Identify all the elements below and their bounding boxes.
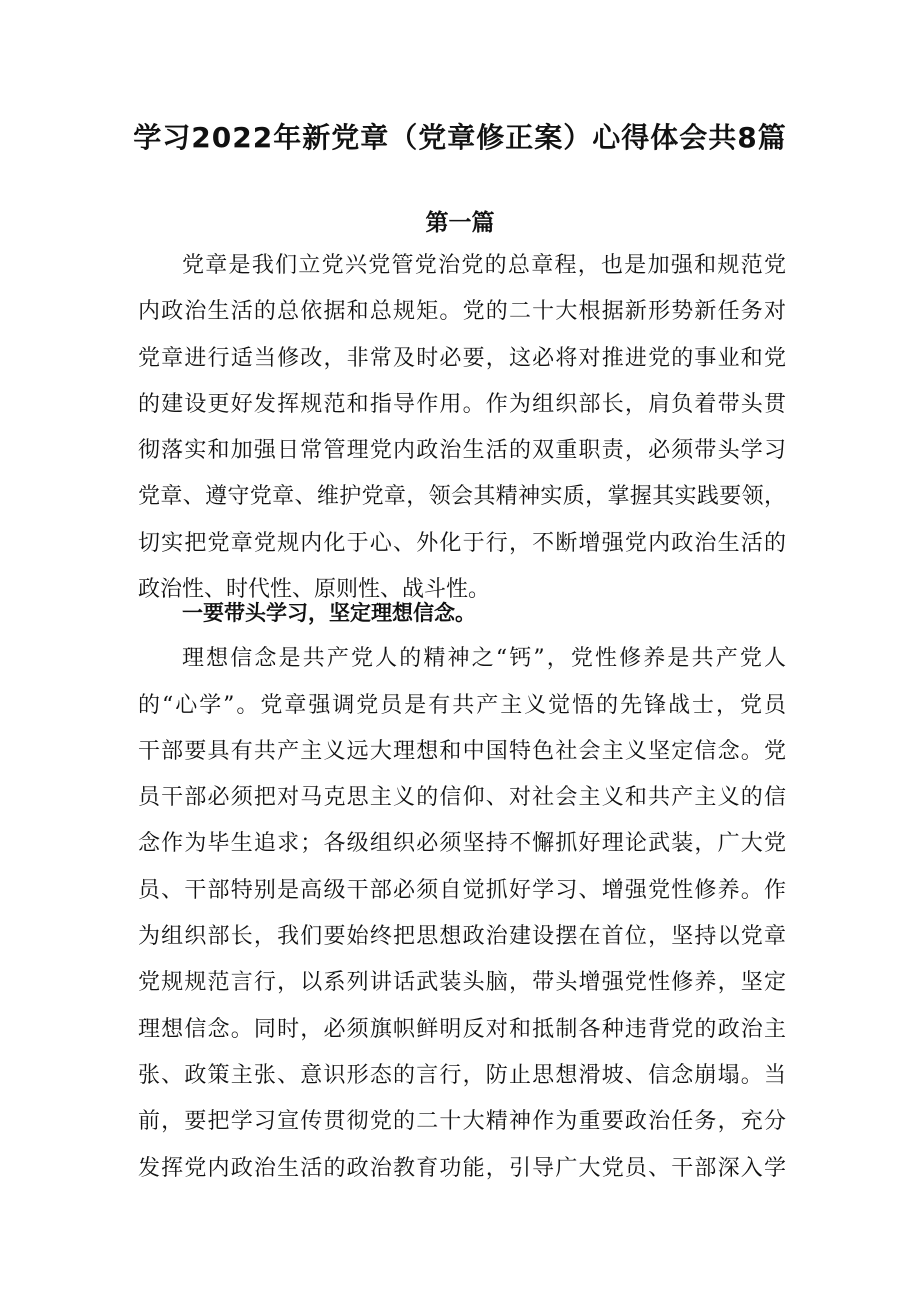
paragraph-line: 党章、遵守党章、维护党章，领会其精神实质，掌握其实践要领， — [138, 484, 786, 510]
paragraph-line: 党章是我们立党兴党管党治党的总章程，也是加强和规范党 — [182, 253, 786, 278]
paragraph-line: 彻落实和加强日常管理党内政治生活的双重职责，必须带头学习 — [138, 438, 786, 464]
paragraph-line: 张、政策主张、意识形态的言行，防止思想滑坡、信念崩塌。当 — [138, 1062, 786, 1088]
paragraph-line: 内政治生活的总依据和总规矩。党的二十大根据新形势新任务对 — [138, 299, 786, 325]
paragraph-line: 念作为毕生追求；各级组织必须坚持不懈抓好理论武装，广大党 — [138, 831, 786, 857]
paragraph-line: 的“心学”。党章强调党员是有共产主义觉悟的先锋战士，党员 — [138, 692, 786, 718]
paragraph-line: 发挥党内政治生活的政治教育功能，引导广大党员、干部深入学 — [138, 1155, 786, 1181]
paragraph-2 — [138, 590, 786, 1192]
paragraph-line: 党章进行适当修改，非常及时必要，这必将对推进党的事业和党 — [138, 345, 786, 371]
paragraph-line: 政治性、时代性、原则性、战斗性。 — [138, 577, 491, 603]
document-title: 学习2022年新党章（党章修正案）心得体会共8篇 — [133, 121, 787, 154]
paragraph-line: 的建设更好发挥规范和指导作用。作为组织部长，肩负着带头贯 — [138, 391, 786, 417]
paragraph-1 — [138, 243, 786, 613]
paragraph-line: 理想信念。同时，必须旗帜鲜明反对和抵制各种违背党的政治主 — [138, 1016, 786, 1042]
paragraph-line: 理想信念是共产党人的精神之“钙”，党性修养是共产党人 — [182, 646, 786, 672]
paragraph-line: 为组织部长，我们要始终把思想政治建设摆在首位，坚持以党章 — [138, 924, 786, 950]
section-heading: 第一篇 — [425, 210, 495, 236]
paragraph-line: 党规规范言行，以系列讲话武装头脑，带头增强党性修养，坚定 — [138, 970, 786, 996]
paragraph-line: 员干部必须把对马克思主义的信仰、对社会主义和共产主义的信 — [138, 785, 786, 811]
paragraph-line: 员、干部特别是高级干部必须自觉抓好学习、增强党性修养。作 — [138, 877, 786, 903]
paragraph-line: 切实把党章党规内化于心、外化于行，不断增强党内政治生活的 — [138, 530, 786, 556]
subheading: 一要带头学习，坚定理想信念。 — [182, 601, 476, 625]
paragraph-line: 干部要具有共产主义远大理想和中国特色社会主义坚定信念。党 — [138, 738, 786, 764]
paragraph-line: 前，要把学习宣传贯彻党的二十大精神作为重要政治任务，充分 — [138, 1109, 786, 1135]
